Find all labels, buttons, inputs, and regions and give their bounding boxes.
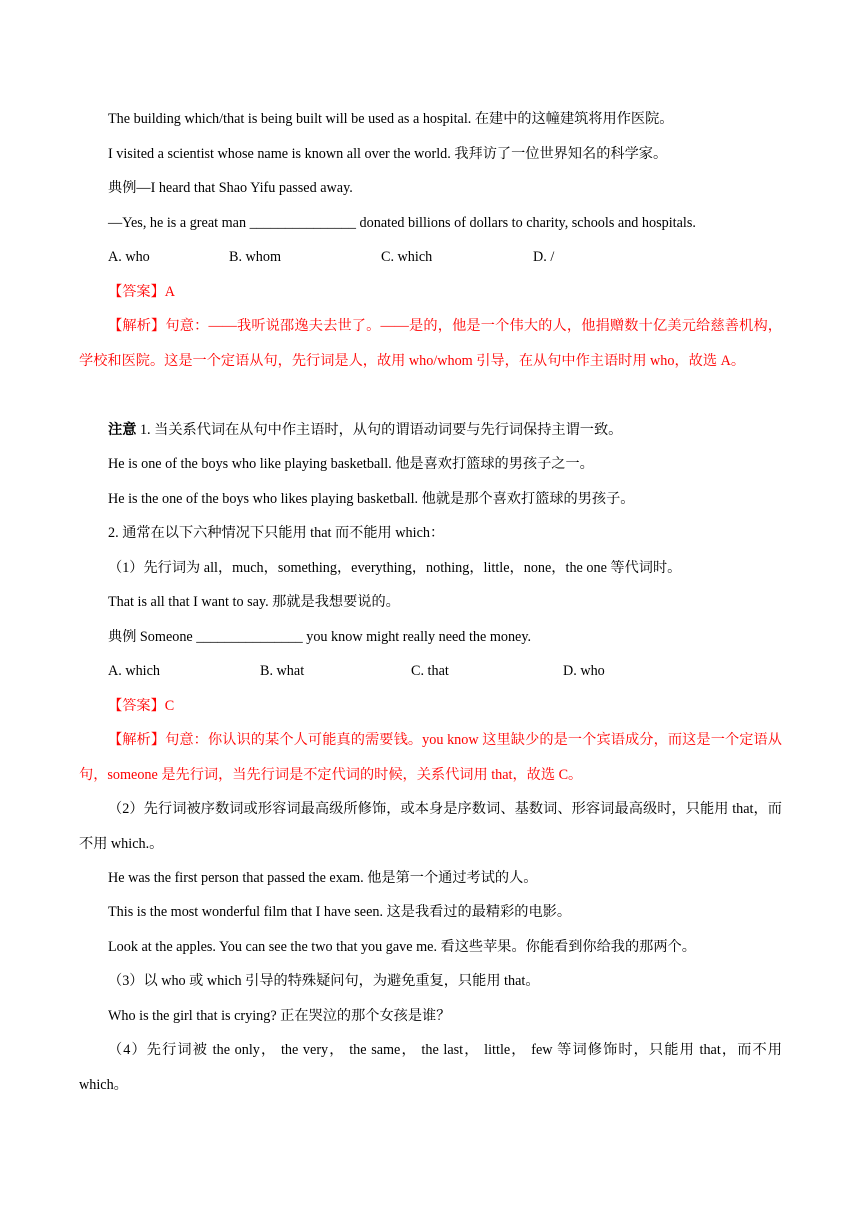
explanation-1-tag: 【解析】 <box>108 318 166 334</box>
explanation-2-text: 句意：你认识的某个人可能真的需要钱。you know 这里缺少的是一个宾语成分，而这是一个定语从句，someone 是先行词，当先行词是不定代词的时候，关系代词用 that，故选 C。 <box>79 732 782 783</box>
option-c: C. that <box>411 663 449 679</box>
answer-1: 【答案】A <box>108 284 175 300</box>
explanation-2-tag: 【解析】 <box>108 732 166 748</box>
exercise-1-question: —Yes, he is a great man _______________ donated billions of dollars to charity, schools and hospitals. <box>108 215 696 231</box>
exercise-1-prompt: 典例—I heard that Shao Yifu passed away. <box>108 180 353 196</box>
example-sentence-apples: Look at the apples. You can see the two that you gave me. 看这些苹果。你能看到你给我的那两个。 <box>108 939 696 955</box>
explanation-1-text: 句意：——我听说邵逸夫去世了。——是的，他是一个伟大的人，他捐赠数十亿美元给慈善机构，学校和医院。这是一个定语从句，先行词是人，故用 who/whom 引导，在从句中作主语时用 who，故选 A。 <box>79 318 782 369</box>
option-d: D. / <box>533 249 555 265</box>
note-1-text: 1. 当关系代词在从句中作主语时，从句的谓语动词要与先行词保持主谓一致。 <box>136 422 623 438</box>
note-label: 注意 <box>108 422 137 438</box>
exercise-2-options <box>108 654 782 688</box>
example-sentence-like: He is one of the boys who like playing basketball. 他是喜欢打篮球的男孩子之一。 <box>108 456 594 472</box>
exercise-1-options <box>108 240 782 274</box>
example-sentence-likes: He is the one of the boys who likes playing basketball. 他就是那个喜欢打篮球的男孩子。 <box>108 491 635 507</box>
exercise-2-question: 典例 Someone _______________ you know might really need the money. <box>108 629 532 645</box>
option-b: B. what <box>260 663 305 679</box>
example-sentence-building: The building which/that is being built will be used as a hospital. 在建中的这幢建筑将用作医院。 <box>108 111 674 127</box>
example-sentence-first: He was the first person that passed the exam. 他是第一个通过考试的人。 <box>108 870 538 886</box>
rule-2-heading: 2. 通常在以下六种情况下只能用 that 而不能用 which： <box>108 525 445 541</box>
option-d: D. who <box>563 663 605 679</box>
example-sentence-film: This is the most wonderful film that I have seen. 这是我看过的最精彩的电影。 <box>108 904 572 920</box>
rule-2-case-1: （1）先行词为 all，much，something，everything，nothing，little，none，the one 等代词时。 <box>108 560 682 576</box>
example-sentence-girl: Who is the girl that is crying? 正在哭泣的那个女孩是谁？ <box>108 1008 451 1024</box>
rule-2-case-4: （4）先行词被 the only， the very， the same， the last， little， few 等词修饰时，只能用 that，而不用 which。 <box>79 1042 782 1093</box>
answer-2: 【答案】C <box>108 698 175 714</box>
example-sentence-scientist: I visited a scientist whose name is known all over the world. 我拜访了一位世界知名的科学家。 <box>108 146 668 162</box>
option-c: C. which <box>381 249 433 265</box>
option-b: B. whom <box>229 249 282 265</box>
option-a: A. who <box>108 249 150 265</box>
explanation-1 <box>79 309 782 378</box>
example-sentence-all: That is all that I want to say. 那就是我想要说的。 <box>108 594 400 610</box>
rule-2-case-3: （3）以 who 或 which 引导的特殊疑问句，为避免重复，只能用 that。 <box>108 973 540 989</box>
option-a: A. which <box>108 663 161 679</box>
rule-2-case-2: （2）先行词被序数词或形容词最高级所修饰，或本身是序数词、基数词、形容词最高级时，只能用 that，而不用 which.。 <box>79 801 782 852</box>
note-1 <box>108 413 782 447</box>
explanation-2 <box>79 723 782 792</box>
